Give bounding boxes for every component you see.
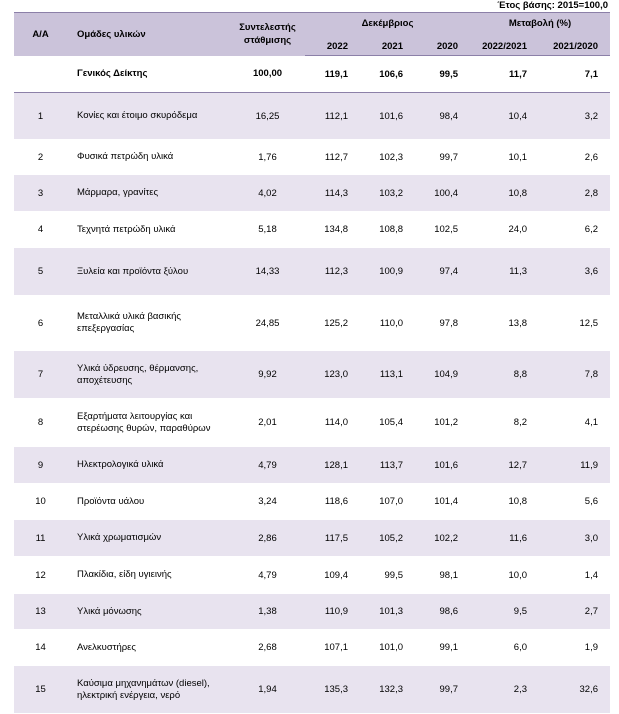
cell-2020: 97,8 [415, 296, 470, 351]
table-row [14, 140, 610, 175]
cell-change-2022-2021: 11,3 [470, 248, 539, 296]
table-row [14, 93, 610, 140]
header-aa: Α/Α [14, 13, 67, 56]
cell-change-2022-2021: 9,5 [470, 594, 539, 630]
cell-2021: 99,5 [360, 557, 415, 594]
cell-2022: 135,3 [305, 666, 360, 714]
cell-aa: 11 [14, 520, 67, 557]
cell-2021: 101,6 [360, 93, 415, 140]
cell-weight: 1,94 [230, 666, 305, 714]
cell-change-2021-2020: 3,0 [539, 520, 610, 557]
cell-name: Γενικός Δείκτης [67, 56, 230, 93]
cell-change-2021-2020: 3,2 [539, 93, 610, 140]
cell-name: Μεταλλικά υλικά βασικής επεξεργασίας [67, 296, 230, 351]
base-year-note: Έτος βάσης: 2015=100,0 [497, 0, 608, 11]
cell-change-2022-2021: 2,3 [470, 666, 539, 714]
table-row [14, 296, 610, 351]
table-row [14, 175, 610, 212]
header-change: Μεταβολή (%) [470, 13, 610, 34]
cell-aa: 14 [14, 630, 67, 666]
general-index-row [14, 56, 610, 93]
cell-weight: 100,00 [230, 56, 305, 93]
cell-weight: 2,68 [230, 630, 305, 666]
cell-name: Μάρμαρα, γρανίτες [67, 175, 230, 212]
cell-2020: 99,1 [415, 630, 470, 666]
cell-change-2021-2020: 2,6 [539, 140, 610, 175]
cell-2021: 113,7 [360, 447, 415, 484]
cell-aa: 10 [14, 484, 67, 520]
cell-weight: 4,79 [230, 557, 305, 594]
cell-2022: 112,3 [305, 248, 360, 296]
cell-2021: 105,2 [360, 520, 415, 557]
cell-name: Φυσικά πετρώδη υλικά [67, 140, 230, 175]
cell-name: Ανελκυστήρες [67, 630, 230, 666]
cell-change-2022-2021: 8,2 [470, 399, 539, 447]
cell-change-2021-2020: 3,6 [539, 248, 610, 296]
cell-2022: 112,7 [305, 140, 360, 175]
cell-change-2021-2020: 12,5 [539, 296, 610, 351]
cell-name: Κονίες και έτοιμο σκυρόδεμα [67, 93, 230, 140]
cell-2021: 107,0 [360, 484, 415, 520]
cell-aa: 3 [14, 175, 67, 212]
cell-2022: 117,5 [305, 520, 360, 557]
table-row [14, 447, 610, 484]
header-2021: 2021 [360, 33, 415, 56]
cell-weight: 4,02 [230, 175, 305, 212]
cell-change-2022-2021: 10,8 [470, 175, 539, 212]
cell-change-2022-2021: 6,0 [470, 630, 539, 666]
table-row [14, 557, 610, 594]
table-row [14, 399, 610, 447]
cell-2020: 98,4 [415, 93, 470, 140]
cell-2020: 99,7 [415, 666, 470, 714]
cell-2020: 102,5 [415, 212, 470, 248]
cell-change-2022-2021: 10,4 [470, 93, 539, 140]
cell-aa: 9 [14, 447, 67, 484]
cell-aa: 5 [14, 248, 67, 296]
cell-2020: 98,6 [415, 594, 470, 630]
cell-weight: 5,18 [230, 212, 305, 248]
cell-aa [14, 56, 67, 93]
cell-change-2021-2020: 2,8 [539, 175, 610, 212]
cell-2022: 119,1 [305, 56, 360, 93]
cell-2020: 98,1 [415, 557, 470, 594]
cell-2021: 101,0 [360, 630, 415, 666]
table-row [14, 594, 610, 630]
cell-name: Ηλεκτρολογικά υλικά [67, 447, 230, 484]
cell-2021: 102,3 [360, 140, 415, 175]
cell-change-2022-2021: 13,8 [470, 296, 539, 351]
cell-name: Υλικά μόνωσης [67, 594, 230, 630]
cell-2022: 110,9 [305, 594, 360, 630]
cell-aa: 15 [14, 666, 67, 714]
cell-weight: 3,24 [230, 484, 305, 520]
cell-name: Προϊόντα υάλου [67, 484, 230, 520]
cell-weight: 14,33 [230, 248, 305, 296]
cell-2022: 114,0 [305, 399, 360, 447]
cell-change-2021-2020: 11,9 [539, 447, 610, 484]
cell-weight: 2,01 [230, 399, 305, 447]
cell-name: Εξαρτήματα λειτουργίας και στερέωσης θυρών, παραθύρων [67, 399, 230, 447]
cell-aa: 4 [14, 212, 67, 248]
cell-weight: 9,92 [230, 351, 305, 399]
cell-aa: 6 [14, 296, 67, 351]
cell-weight: 16,25 [230, 93, 305, 140]
cell-2022: 125,2 [305, 296, 360, 351]
cell-change-2021-2020: 6,2 [539, 212, 610, 248]
cell-name: Ξυλεία και προϊόντα ξύλου [67, 248, 230, 296]
cell-change-2021-2020: 1,4 [539, 557, 610, 594]
table-row [14, 520, 610, 557]
table-row [14, 212, 610, 248]
cell-change-2022-2021: 11,7 [470, 56, 539, 93]
cell-change-2021-2020: 7,8 [539, 351, 610, 399]
cell-weight: 1,76 [230, 140, 305, 175]
cell-aa: 13 [14, 594, 67, 630]
cell-name: Υλικά ύδρευσης, θέρμανσης, αποχέτευσης [67, 351, 230, 399]
header-change-2022-2021: 2022/2021 [470, 33, 539, 56]
cell-2022: 114,3 [305, 175, 360, 212]
cell-2022: 107,1 [305, 630, 360, 666]
cell-change-2022-2021: 10,0 [470, 557, 539, 594]
cell-aa: 1 [14, 93, 67, 140]
cell-2020: 100,4 [415, 175, 470, 212]
table-row [14, 351, 610, 399]
cell-2021: 132,3 [360, 666, 415, 714]
header-weight: Συντελεστής στάθμισης [230, 13, 305, 56]
cell-change-2022-2021: 24,0 [470, 212, 539, 248]
cell-name: Πλακίδια, είδη υγιεινής [67, 557, 230, 594]
cell-weight: 24,85 [230, 296, 305, 351]
header-change-2021-2020: 2021/2020 [539, 33, 610, 56]
cell-2021: 100,9 [360, 248, 415, 296]
cell-aa: 2 [14, 140, 67, 175]
header-december: Δεκέμβριος [305, 13, 470, 34]
cell-2022: 109,4 [305, 557, 360, 594]
cell-aa: 8 [14, 399, 67, 447]
cell-2022: 118,6 [305, 484, 360, 520]
cell-2021: 110,0 [360, 296, 415, 351]
table-row [14, 248, 610, 296]
cell-2022: 112,1 [305, 93, 360, 140]
cell-name: Καύσιμα μηχανημάτων (diesel), ηλεκτρική ενέργεια, νερό [67, 666, 230, 714]
cell-2021: 103,2 [360, 175, 415, 212]
cell-change-2022-2021: 12,7 [470, 447, 539, 484]
cell-change-2021-2020: 2,7 [539, 594, 610, 630]
cell-2021: 113,1 [360, 351, 415, 399]
cell-aa: 7 [14, 351, 67, 399]
table-row [14, 484, 610, 520]
cell-weight: 4,79 [230, 447, 305, 484]
cell-change-2022-2021: 10,1 [470, 140, 539, 175]
header-groups: Ομάδες υλικών [67, 13, 230, 56]
cell-weight: 1,38 [230, 594, 305, 630]
cell-2021: 106,6 [360, 56, 415, 93]
cell-change-2021-2020: 5,6 [539, 484, 610, 520]
cell-name: Τεχνητά πετρώδη υλικά [67, 212, 230, 248]
cell-2020: 99,7 [415, 140, 470, 175]
cell-change-2021-2020: 32,6 [539, 666, 610, 714]
cell-name: Υλικά χρωματισμών [67, 520, 230, 557]
cell-2022: 134,8 [305, 212, 360, 248]
cell-change-2021-2020: 7,1 [539, 56, 610, 93]
cell-2021: 108,8 [360, 212, 415, 248]
cell-weight: 2,86 [230, 520, 305, 557]
cell-2020: 99,5 [415, 56, 470, 93]
cell-2021: 105,4 [360, 399, 415, 447]
cell-2020: 101,2 [415, 399, 470, 447]
cell-change-2022-2021: 8,8 [470, 351, 539, 399]
cell-change-2022-2021: 10,8 [470, 484, 539, 520]
table-row [14, 666, 610, 714]
header-2020: 2020 [415, 33, 470, 56]
materials-price-index-table [14, 12, 610, 714]
cell-2020: 104,9 [415, 351, 470, 399]
cell-change-2021-2020: 1,9 [539, 630, 610, 666]
cell-2020: 101,4 [415, 484, 470, 520]
cell-aa: 12 [14, 557, 67, 594]
cell-2020: 101,6 [415, 447, 470, 484]
header-2022: 2022 [305, 33, 360, 56]
cell-2022: 128,1 [305, 447, 360, 484]
table-row [14, 630, 610, 666]
cell-2022: 123,0 [305, 351, 360, 399]
cell-change-2021-2020: 4,1 [539, 399, 610, 447]
cell-2020: 97,4 [415, 248, 470, 296]
cell-2020: 102,2 [415, 520, 470, 557]
cell-change-2022-2021: 11,6 [470, 520, 539, 557]
cell-2021: 101,3 [360, 594, 415, 630]
